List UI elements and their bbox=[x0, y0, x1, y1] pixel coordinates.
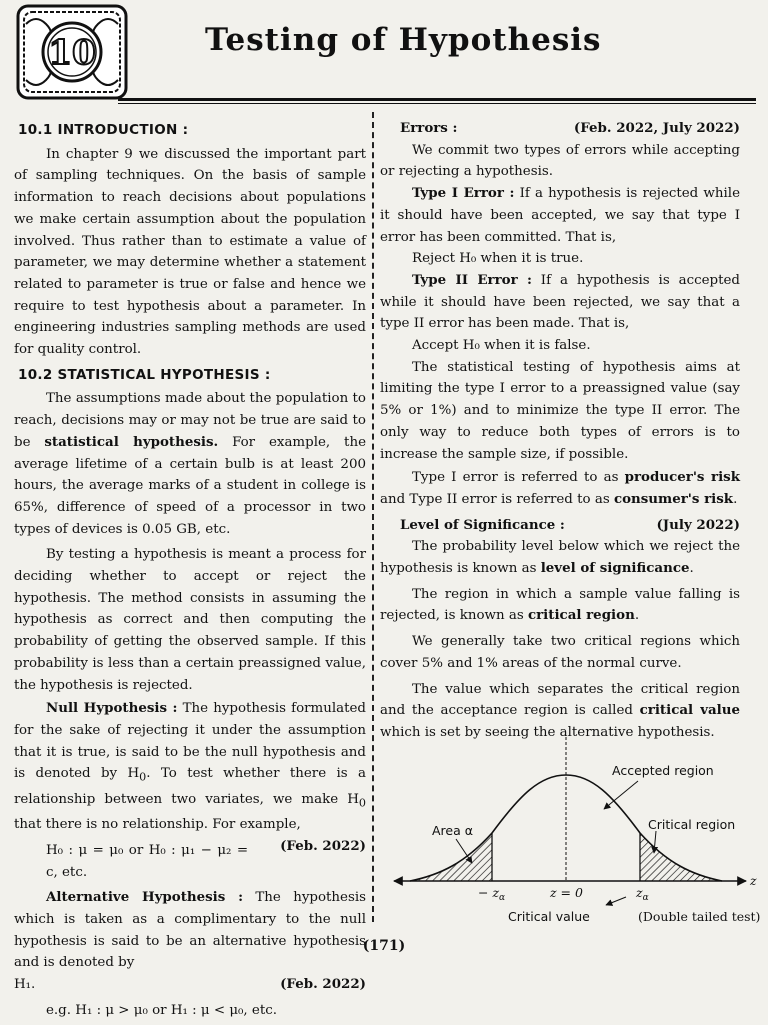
term-critical-region: critical region bbox=[527, 607, 635, 624]
label-area-alpha: Area α bbox=[432, 823, 473, 838]
chapter-badge bbox=[16, 4, 128, 100]
column-divider bbox=[372, 112, 374, 922]
alternative-hypothesis-line bbox=[14, 974, 366, 996]
errors-heading-row bbox=[380, 118, 740, 140]
type1-equation: Reject H₀ when it is true. bbox=[412, 251, 584, 267]
limit-paragraph: The statistical testing of hypothesis aims at limiting the type I error to a preassigned value (say 5% or 1%) and to minimize the type II error. The only way to reduce both types of errors is to increase the sample size, if possible. bbox=[380, 359, 740, 462]
term-type1-error: Type I Error : bbox=[412, 185, 515, 202]
label-double-tailed: (Double tailed test) bbox=[638, 909, 760, 924]
normal-curve-figure bbox=[380, 735, 760, 935]
term-null-hypothesis: Null Hypothesis : bbox=[46, 700, 178, 717]
label-critical-value: Critical value bbox=[508, 909, 590, 924]
term-type2-error: Type II Error : bbox=[412, 271, 532, 288]
left-tail-region bbox=[410, 833, 492, 881]
label-z-axis: z bbox=[750, 873, 757, 888]
term-level-of-significance: level of significance bbox=[540, 560, 690, 577]
two-regions-paragraph: We generally take two critical regions which cover 5% and 1% areas of the normal curve. bbox=[380, 634, 740, 671]
critical-region-paragraph: The region in which a sample value falling is rejected, is known as critical region. bbox=[380, 586, 740, 624]
type2-paragraph: Type II Error : If a hypothesis is accepted while it should have been rejected, we say that a type II error has been made. That is, bbox=[380, 271, 740, 332]
null-hypothesis-equation: H₀ : μ = μ₀ or H₀ : μ₁ − μ₂ = c, etc. bbox=[46, 842, 249, 880]
term-statistical-hypothesis: statistical hypothesis. bbox=[44, 433, 219, 450]
alternative-hypothesis-date: (Feb. 2022) bbox=[280, 976, 366, 993]
los-date: (July 2022) bbox=[656, 516, 740, 533]
intro-paragraph: In chapter 9 we discussed the important part of sampling techniques. On the basis of sample information to reach decisions about populations we make certain assumption about the population involved. Thus rather than to estimate a value of parameter, we may determine whether a statement related to parameter is true or false and hence we require to test hypothesis about a parameter. In engineering industries sampling methods are used for quality control. bbox=[14, 146, 366, 358]
los-heading-row bbox=[380, 515, 740, 537]
critical-value-paragraph: The value which separates the critical region and the acceptance region is called critical value which is set by seeing the alternative hypothesis. bbox=[380, 681, 740, 740]
testing-paragraph: By testing a hypothesis is meant a process for deciding whether to accept or reject the hypothesis. The method consists in assuming the hypothesis as correct and then computing the probability of getting the observed sample. If this probability is less than a certain preassigned value, the hypothesis is rejected. bbox=[14, 547, 366, 693]
critical-value-pointer bbox=[606, 897, 626, 905]
label-pos-z: $z_\alpha$ bbox=[636, 885, 649, 903]
alternative-hypothesis-paragraph: Alternative Hypothesis : The hypothesis which is taken as a complimentary to the null hypothesis is said to be an alternative hypothesis and is denoted by bbox=[14, 889, 366, 971]
los-heading: Level of Significance : bbox=[400, 516, 565, 533]
statistical-hypothesis-paragraph: The assumptions made about the population to reach, decisions may or may not be true are said to be statistical hypothesis. For example, the average lifetime of a certain bulb is at least 200 hours, the average marks of a student in college is 65%, difference of speed of a processor in two types of devices is 0.05 GB, etc. bbox=[14, 391, 366, 537]
term-producers-risk: producer's risk bbox=[624, 469, 740, 486]
title-rule-thick bbox=[118, 98, 756, 101]
errors-heading: Errors : bbox=[400, 120, 458, 136]
label-z-zero: z = 0 bbox=[550, 885, 583, 900]
los-paragraph: The probability level below which we reject the hypothesis is known as level of significance. bbox=[380, 539, 740, 577]
null-hypothesis-paragraph: Null Hypothesis : The hypothesis formulated for the sake of rejecting it under the assumption that it is true, is said to be the null hypothesis and is denoted by $H_0$. To test whether there is a relationship between two variates, we make $H_0$ that there is no relationship. For example, (Feb. 2022) bbox=[14, 698, 366, 836]
chapter-number: 10 bbox=[48, 33, 96, 73]
section-heading-introduction: 10.1 INTRODUCTION : bbox=[18, 122, 189, 138]
alt-h1: H₁. bbox=[14, 977, 36, 993]
label-neg-z: − $z_\alpha$ bbox=[478, 885, 506, 903]
right-tail-region bbox=[640, 833, 722, 881]
label-critical-region: Critical region bbox=[648, 817, 736, 832]
term-consumers-risk: consumer's risk bbox=[613, 490, 734, 507]
errors-date: (Feb. 2022, July 2022) bbox=[573, 120, 740, 136]
type1-paragraph: Type I Error : If a hypothesis is rejected while it should have been accepted, we say that type I error has been committed. That is, bbox=[380, 185, 740, 245]
chapter-title: Testing of Hypothesis bbox=[205, 22, 602, 58]
section-heading-statistical-hypothesis: 10.2 STATISTICAL HYPOTHESIS : bbox=[18, 366, 271, 383]
left-column bbox=[14, 118, 366, 1025]
term-alternative-hypothesis: Alternative Hypothesis : bbox=[46, 889, 244, 906]
page-number: (171) bbox=[362, 938, 406, 954]
title-rule-thin bbox=[118, 103, 756, 104]
alternative-hypothesis-equation: e.g. H₁ : μ > μ₀ or H₁ : μ < μ₀, etc. bbox=[46, 1002, 277, 1018]
risk-paragraph: Type I error is referred to as producer's risk and Type II error is referred to as consumer's risk. bbox=[380, 469, 740, 507]
term-critical-value: critical value bbox=[639, 702, 740, 719]
label-accepted-region: Accepted region bbox=[612, 763, 714, 778]
type2-equation: Accept H₀ when it is false. bbox=[412, 338, 591, 354]
errors-paragraph: We commit two types of errors while accepting or rejecting a hypothesis. bbox=[380, 142, 740, 180]
right-column bbox=[380, 118, 740, 744]
null-hypothesis-date: (Feb. 2022) bbox=[280, 837, 366, 854]
